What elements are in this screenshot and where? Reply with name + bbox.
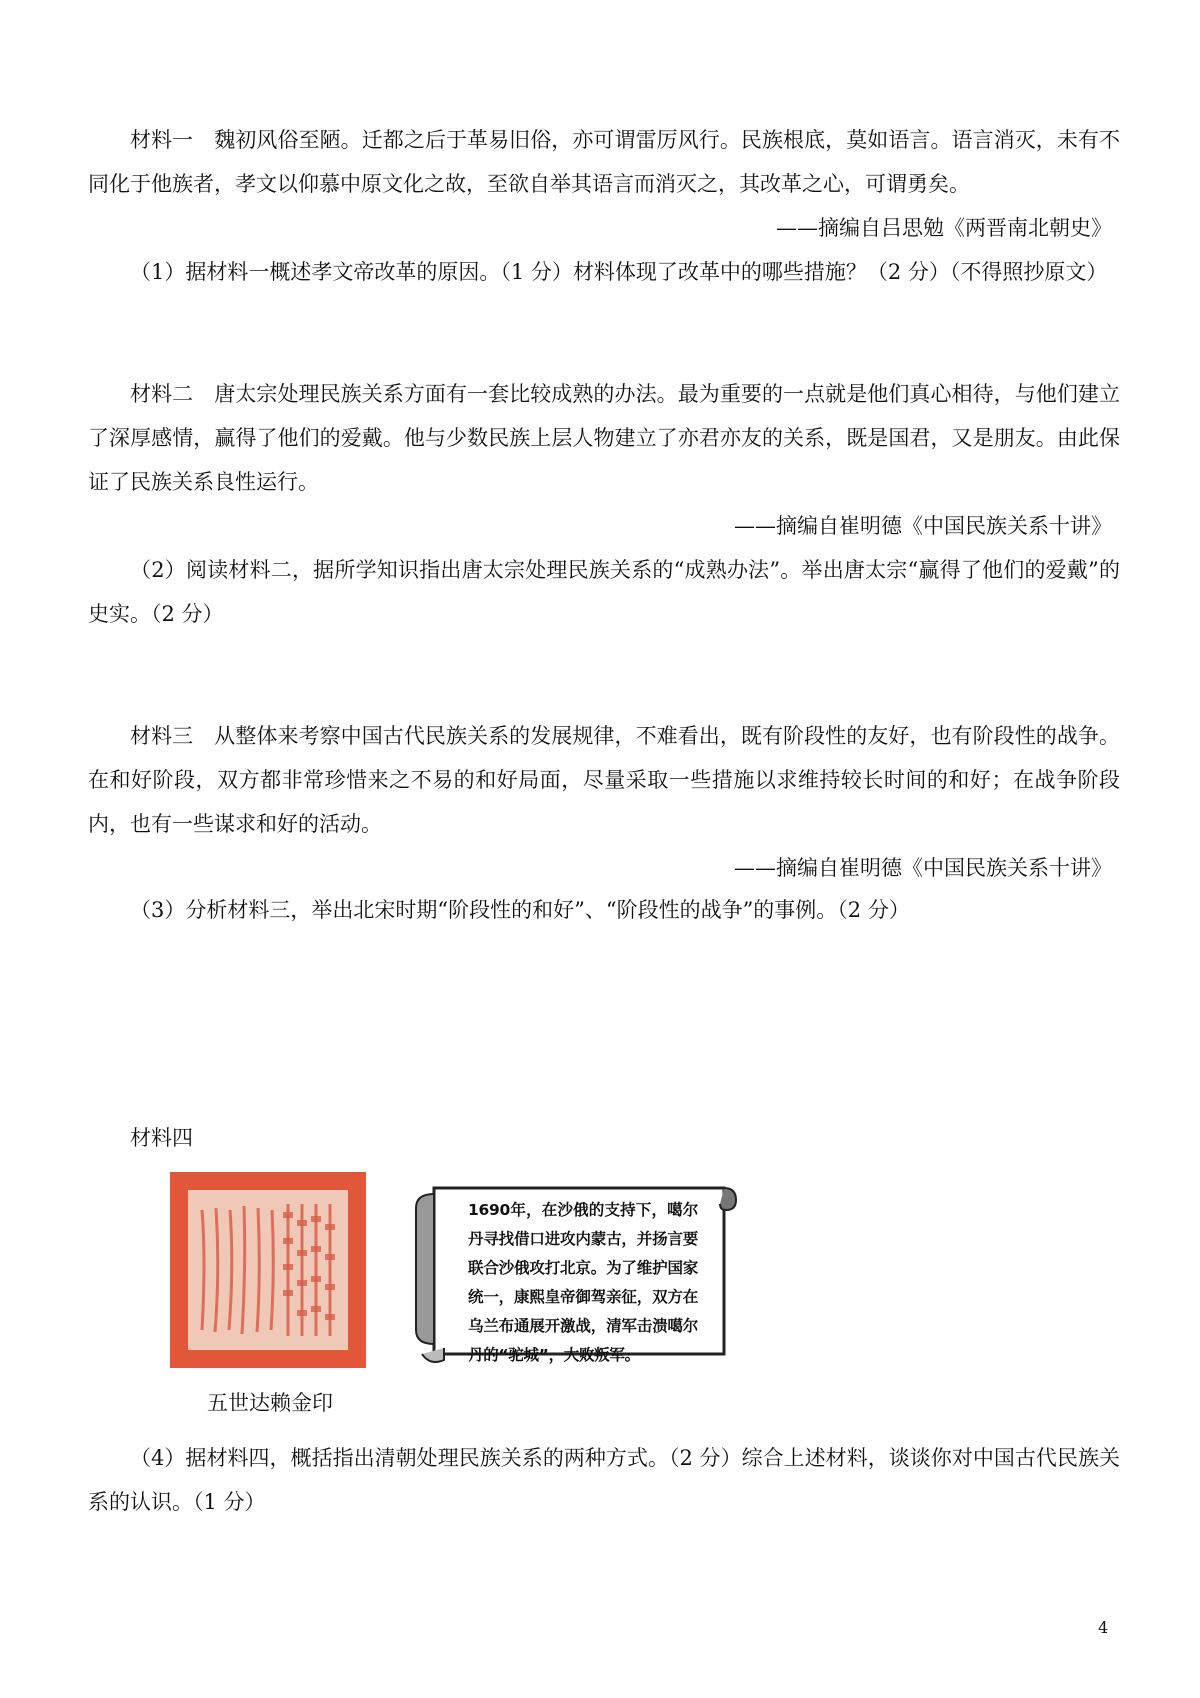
material-1-text: 材料一 魏初风俗至陋。迁都之后于革易旧俗，亦可谓雷厉风行。民族根底，莫如语言。语言消灭，未有不同化于他族者，孝文以仰慕中原文化之故，至欲自举其语言而消灭之，其改革之心，可谓勇矣。 [88,128,1120,196]
question-3: （3）分析材料三，举出北宋时期“阶段性的和好”、“阶段性的战争”的事例。（2 分） [130,898,910,922]
material-1-source: ——摘编自吕思勉《两晋南北朝史》 [776,216,1112,240]
material-4-label: 材料四 [130,1126,193,1150]
question-4: （4）据材料四，概括指出清朝处理民族关系的两种方式。（2 分）综合上述材料，谈谈你对中国古代民族关系的认识。（1 分） [88,1446,1120,1514]
scroll-text: 1690年，在沙俄的支持下，噶尔丹寻找借口进攻内蒙古，并扬言要联合沙俄攻打北京。为了维护国家统一，康熙皇帝御驾亲征，双方在乌兰布通展开激战，清军击溃噶尔丹的“驼城”，大败叛军。 [468,1201,698,1364]
page-number: 4 [1098,1618,1109,1637]
material-3-source: ——摘编自崔明德《中国民族关系十讲》 [734,856,1112,880]
question-1: （1）据材料一概述孝文帝改革的原因。（1 分）材料体现了改革中的哪些措施？（2 分）（不得照抄原文） [130,260,1108,284]
seal-script-lines [188,1190,348,1350]
question-2: （2）阅读材料二，据所学知识指出唐太宗处理民族关系的“成熟办法”。举出唐太宗“赢得了他们的爱戴”的史实。（2 分） [88,558,1120,626]
seal-caption: 五世达赖金印 [207,1391,333,1415]
seal-face [188,1190,348,1350]
material-2-source: ——摘编自崔明德《中国民族关系十讲》 [734,514,1112,538]
material-2-text: 材料二 唐太宗处理民族关系方面有一套比较成熟的办法。最为重要的一点就是他们真心相待，与他们建立了深厚感情，赢得了他们的爱戴。他与少数民族上层人物建立了亦君亦友的关系，既是国君，又是朋友。由此保证了民族关系良性运行。 [88,382,1120,494]
material-3-text: 材料三 从整体来考察中国古代民族关系的发展规律，不难看出，既有阶段性的友好，也有阶段性的战争。在和好阶段，双方都非常珍惜来之不易的和好局面，尽量采取一些措施以求维持较长时间的和好；在战争阶段内，也有一些谋求和好的活动。 [88,724,1120,836]
dalai-lama-seal-image [170,1172,366,1368]
